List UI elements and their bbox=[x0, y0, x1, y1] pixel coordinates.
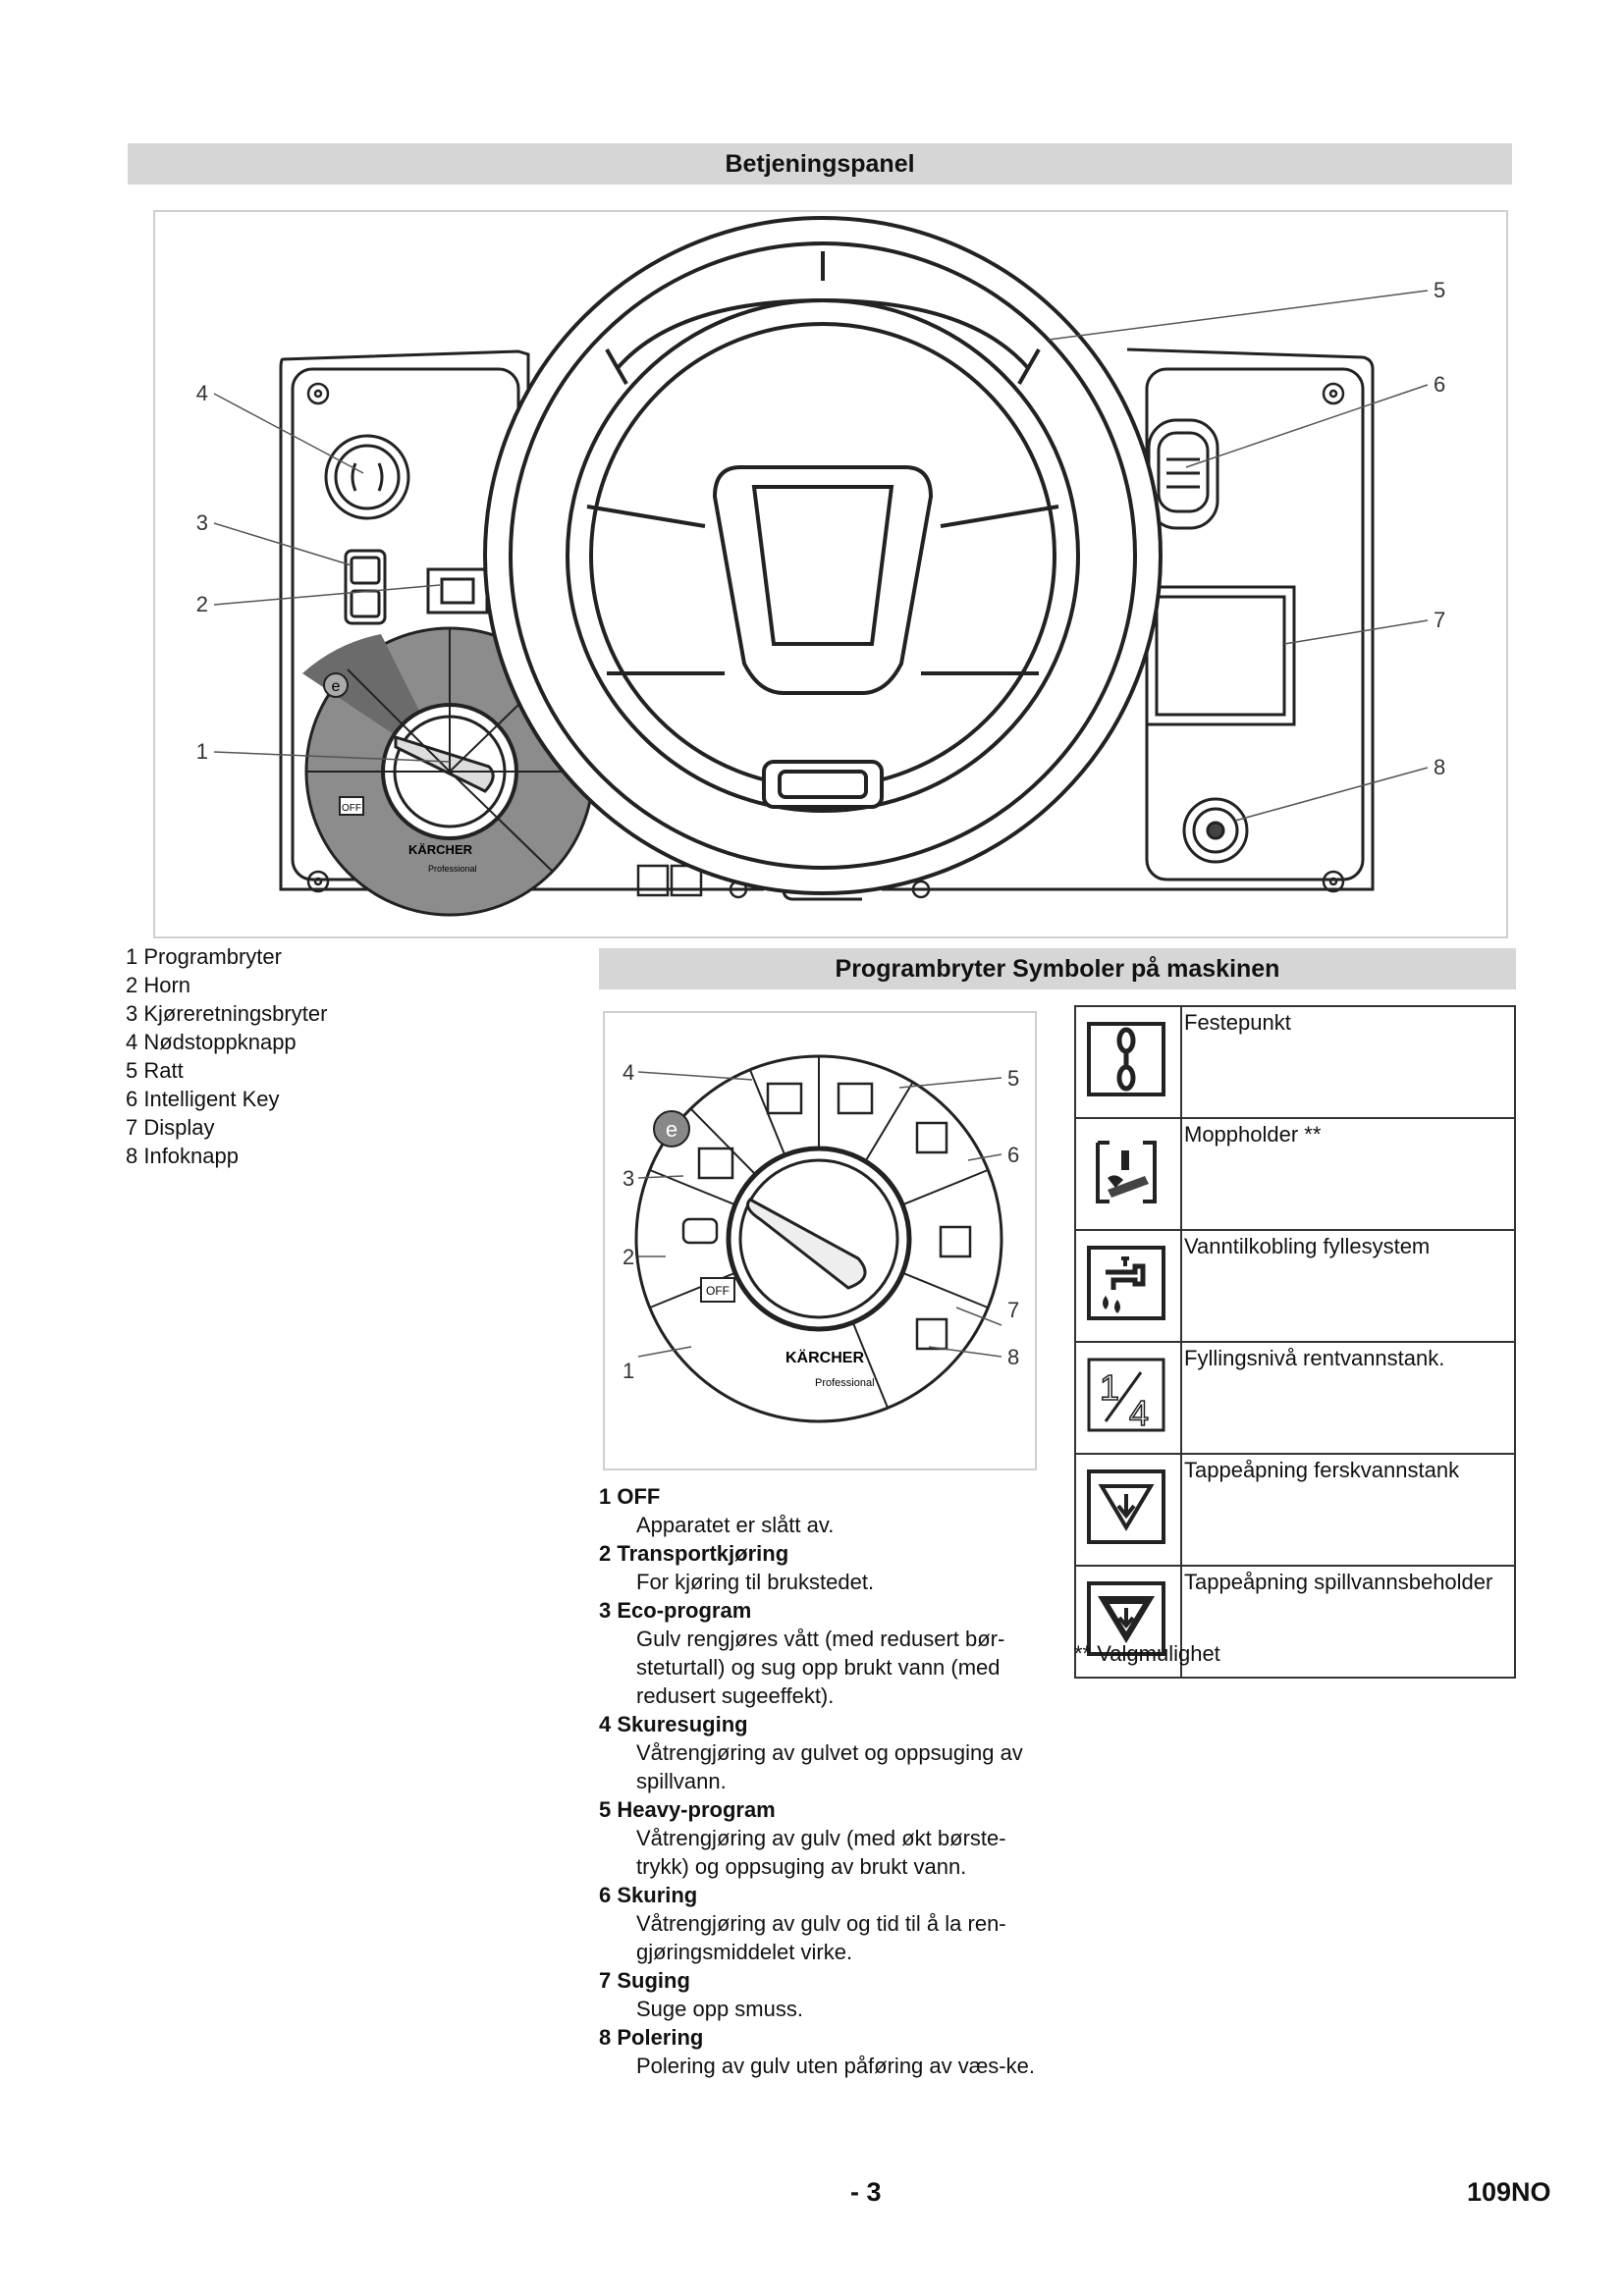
water-tap-icon bbox=[1086, 1245, 1166, 1321]
program-desc: Polering av gulv uten påføring av væs-ke. bbox=[636, 2054, 1035, 2078]
dial-callout-5: 5 bbox=[1007, 1066, 1020, 1091]
emergency-stop-icon bbox=[326, 436, 408, 518]
dial-callout-3: 3 bbox=[623, 1166, 635, 1191]
panel-callout-1: 1 bbox=[195, 739, 208, 764]
dial-callout-2: 2 bbox=[623, 1245, 635, 1269]
symbols-table bbox=[1074, 1005, 1516, 1679]
panel-callout-8: 8 bbox=[1434, 755, 1446, 779]
panel-eco-letter: e bbox=[331, 678, 341, 695]
dial-brand: KÄRCHER bbox=[785, 1350, 864, 1366]
dial-off-label: OFF bbox=[706, 1284, 730, 1298]
symbol-label: Vanntilkobling fyllesystem bbox=[1181, 1230, 1515, 1342]
program-desc: Våtrengjøring av gulvet og oppsuging av spillvann. bbox=[636, 1740, 1023, 1793]
panel-callout-2: 2 bbox=[195, 592, 208, 616]
legend-item: 4 Nødstoppknapp bbox=[126, 1030, 297, 1054]
program-desc: Apparatet er slått av. bbox=[636, 1513, 835, 1537]
legend-item: 1 Programbryter bbox=[126, 944, 282, 969]
program-desc: For kjøring til brukstedet. bbox=[636, 1570, 875, 1594]
program-title: 4 Skuresuging bbox=[599, 1712, 748, 1736]
panel-brand: KÄRCHER bbox=[408, 842, 472, 857]
panel-callout-4: 4 bbox=[195, 381, 208, 405]
panel-callout-3: 3 bbox=[195, 510, 208, 535]
quarter-level-icon bbox=[1086, 1357, 1166, 1433]
program-desc: Gulv rengjøres vått (med redusert bør-steturtall) og sug opp brukt vann (med redusert sugeeffekt). bbox=[636, 1627, 1005, 1708]
dial-callout-7: 7 bbox=[1007, 1298, 1020, 1322]
panel-off-label: OFF bbox=[342, 803, 361, 814]
legend-item: 8 Infoknapp bbox=[126, 1144, 239, 1168]
program-dial-figure bbox=[603, 1011, 1037, 1470]
display-icon bbox=[1147, 587, 1294, 724]
program-list bbox=[599, 1482, 1041, 2080]
panel-callout-7: 7 bbox=[1434, 608, 1446, 632]
program-desc: Våtrengjøring av gulv (med økt børste-trykk) og oppsuging av brukt vann. bbox=[636, 1826, 1006, 1879]
program-title: 1 OFF bbox=[599, 1484, 661, 1509]
table-row bbox=[1075, 1454, 1515, 1566]
program-desc: Våtrengjøring av gulv og tid til å la ren-gjøringsmiddelet virke. bbox=[636, 1911, 1006, 1964]
program-title: 2 Transportkjøring bbox=[599, 1541, 789, 1566]
symbol-label: Moppholder ** bbox=[1181, 1118, 1515, 1230]
dial-brand-sub: Professional bbox=[815, 1377, 875, 1389]
symbol-label: Tappeåpning spillvannsbeholder bbox=[1181, 1566, 1515, 1678]
section-title-control-panel: Betjeningspanel bbox=[128, 143, 1512, 185]
page-code: 109NO bbox=[1467, 2177, 1551, 2207]
horn-icon bbox=[428, 569, 487, 613]
control-panel-drawing bbox=[155, 212, 1506, 936]
quarter-denominator: 4 bbox=[1129, 1393, 1150, 1433]
panel-callout-5: 5 bbox=[1434, 278, 1446, 302]
program-title: 8 Polering bbox=[599, 2025, 704, 2050]
table-row bbox=[1075, 1230, 1515, 1342]
table-row bbox=[1075, 1118, 1515, 1230]
table-row bbox=[1075, 1342, 1515, 1454]
dial-callout-4: 4 bbox=[623, 1060, 635, 1085]
panel-brand-sub: Professional bbox=[428, 864, 477, 874]
panel-legend bbox=[126, 942, 327, 1170]
dial-callout-1: 1 bbox=[623, 1359, 635, 1383]
footnote: ** Valgmulighet bbox=[1074, 1641, 1220, 1666]
panel-callout-6: 6 bbox=[1434, 372, 1446, 397]
symbol-label: Festepunkt bbox=[1181, 1006, 1515, 1118]
dial-eco-letter: e bbox=[665, 1117, 678, 1142]
direction-switch-icon bbox=[346, 551, 385, 623]
fresh-drain-icon bbox=[1086, 1468, 1166, 1545]
table-row bbox=[1075, 1006, 1515, 1118]
legend-item: 2 Horn bbox=[126, 973, 191, 997]
legend-item: 5 Ratt bbox=[126, 1058, 184, 1083]
page-number: - 3 bbox=[850, 2177, 882, 2207]
program-dial-drawing bbox=[605, 1013, 1035, 1468]
legend-item: 6 Intelligent Key bbox=[126, 1087, 280, 1111]
steering-wheel-icon bbox=[485, 218, 1161, 893]
quarter-numerator: 1 bbox=[1100, 1367, 1120, 1408]
control-panel-figure bbox=[153, 210, 1508, 938]
dial-callout-8: 8 bbox=[1007, 1345, 1020, 1369]
legend-item: 3 Kjøreretningsbryter bbox=[126, 1001, 328, 1026]
dial-callout-6: 6 bbox=[1007, 1143, 1020, 1167]
program-title: 6 Skuring bbox=[599, 1883, 698, 1907]
program-title: 5 Heavy-program bbox=[599, 1797, 776, 1822]
symbol-label: Fyllingsnivå rentvannstank. bbox=[1181, 1342, 1515, 1454]
program-title: 7 Suging bbox=[599, 1968, 690, 1993]
program-desc: Suge opp smuss. bbox=[636, 1997, 803, 2021]
symbol-label: Tappeåpning ferskvannstank bbox=[1181, 1454, 1515, 1566]
info-button-icon bbox=[1184, 799, 1247, 862]
mop-holder-icon bbox=[1086, 1133, 1166, 1209]
anchor-chain-icon bbox=[1086, 1021, 1166, 1097]
legend-item: 7 Display bbox=[126, 1115, 215, 1140]
program-title: 3 Eco-program bbox=[599, 1598, 752, 1623]
section-title-symbols: Programbryter Symboler på maskinen bbox=[599, 948, 1516, 989]
